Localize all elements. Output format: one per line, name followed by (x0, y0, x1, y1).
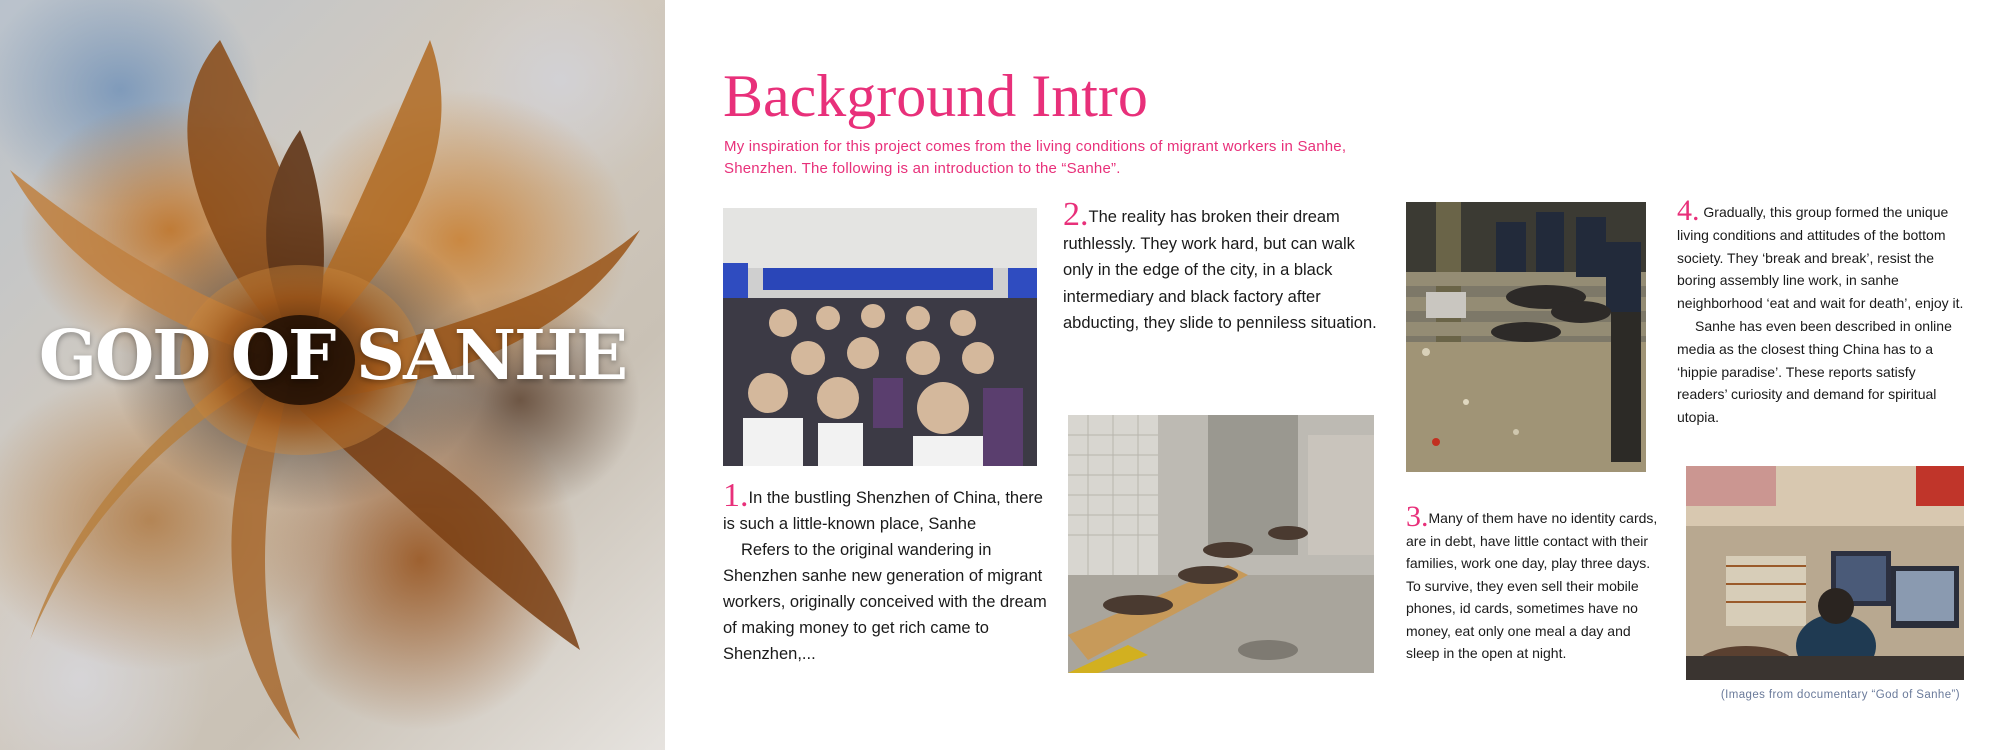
page-title: Background Intro (723, 63, 1148, 129)
cover-panel (0, 0, 665, 750)
text-block-3 (1406, 500, 1668, 665)
photo-workers-resting-steps (1406, 202, 1646, 472)
photo-workers-sleeping-street (1068, 415, 1374, 673)
text-block-2 (1063, 196, 1385, 337)
block-4-paragraph-2: Sanhe has even been described in online media as the closest thing China has to a ‘hippie paradise’. These reports satisfy readers’ curiosity and demand for spiritual utopia. (1677, 317, 1952, 426)
block-1-paragraph-2: Refers to the original wandering in Shenzhen sanhe new generation of migrant workers, originally conceived with the dream of making money to get rich came to Shenzhen,... (723, 541, 1047, 663)
block-1-number: 1. (723, 477, 749, 514)
block-3-paragraph-1: Many of them have no identity cards, are in debt, have little contact with their families, work one day, play three days. To survive, they even sell their mobile phones, id cards, sometimes have no money, eat only one meal a day and sleep in the open at night. (1406, 510, 1658, 661)
photo-bus-passengers (723, 208, 1037, 466)
block-3-number: 3. (1406, 500, 1429, 533)
block-4-paragraph-1: Gradually, this group formed the unique living conditions and attitudes of the bottom society. They ‘break and break’, resist the boring assembly line work, in sanhe neighborhood ‘eat and wait for death’, enjoy it. (1677, 204, 1964, 312)
photo-internet-cafe (1686, 466, 1964, 680)
block-1-paragraph-1: In the bustling Shenzhen of China, there is such a little-known place, Sanhe (723, 489, 1043, 533)
text-block-1 (723, 477, 1053, 667)
block-4-number: 4. (1677, 194, 1700, 227)
cover-title: GOD OF SANHE (38, 316, 627, 396)
intro-text: My inspiration for this project comes from the living conditions of migrant workers in Sanhe, Shenzhen. The following is an introduction to the “Sanhe”. (724, 138, 1347, 177)
text-block-4 (1677, 194, 1967, 429)
block-2-number: 2. (1063, 196, 1089, 233)
image-credit-caption: (Images from documentary “God of Sanhe”) (1720, 689, 1960, 701)
block-2-paragraph-1: The reality has broken their dream ruthlessly. They work hard, but can walk only in the edge of the city, in a black intermediary and black factory after abducting, they slide to penniless situation. (1063, 208, 1377, 332)
